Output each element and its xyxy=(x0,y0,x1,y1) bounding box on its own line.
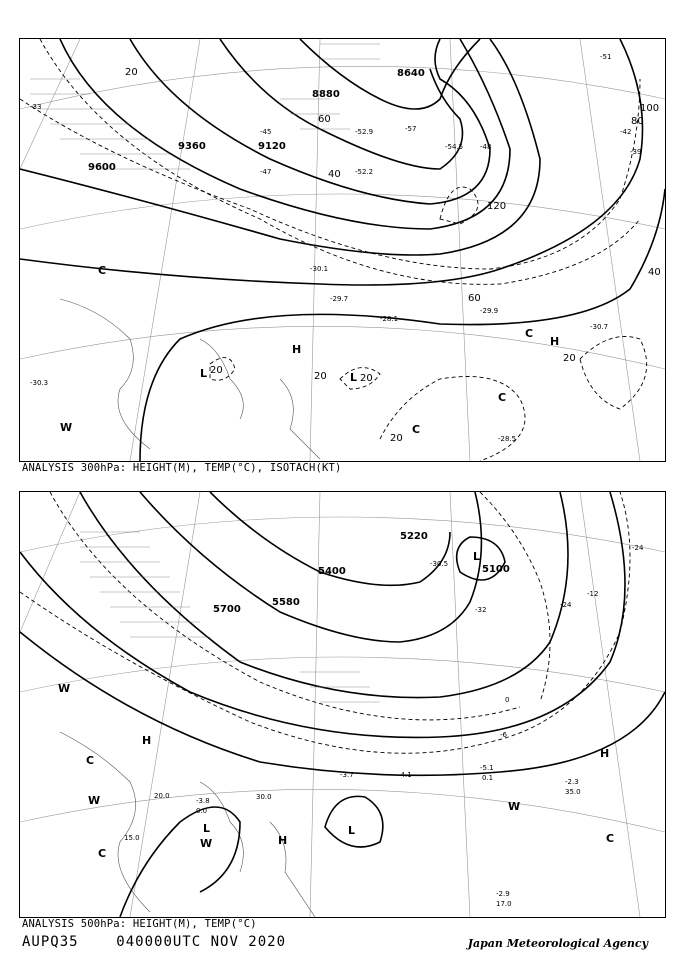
height-labels xyxy=(213,531,510,615)
isotach-label: 20 xyxy=(563,353,576,364)
temp-label: -12 xyxy=(587,590,599,598)
height-label-8640: 8640 xyxy=(397,68,425,79)
height-contours xyxy=(20,39,665,461)
temp-label: -28.1 xyxy=(380,315,399,323)
pressure-symbols xyxy=(58,550,614,860)
warm-symbol: W xyxy=(88,794,101,807)
high-symbol: H xyxy=(550,335,560,348)
temp-label: -54.5 xyxy=(445,143,464,151)
cold-symbol: C xyxy=(412,423,421,436)
cold-symbol: C xyxy=(98,847,107,860)
temp-label: -48 xyxy=(480,143,492,151)
isotach-label: 60 xyxy=(468,293,481,304)
temp-label: -4.1 xyxy=(398,771,412,779)
height-label-5400: 5400 xyxy=(318,566,346,577)
temp-label: -30.1 xyxy=(310,265,329,273)
isotach-label: 120 xyxy=(487,201,507,212)
warm-symbol: W xyxy=(200,837,213,850)
height-label-5700: 5700 xyxy=(213,604,241,615)
isotachs xyxy=(20,39,647,461)
temp-label: -5.1 xyxy=(480,764,494,772)
isotach-label: 20 xyxy=(360,373,373,384)
high-symbol: H xyxy=(142,734,152,747)
low-symbol: L xyxy=(473,550,481,563)
temp-label: 0 xyxy=(505,696,510,704)
temp-label: -24 xyxy=(632,544,644,552)
high-symbol: H xyxy=(600,747,610,760)
temp-labels xyxy=(124,544,644,908)
low-symbol: L xyxy=(350,371,358,384)
map-panel-500hpa xyxy=(19,491,666,918)
height-label-8880: 8880 xyxy=(312,89,340,100)
map-panel-300hpa xyxy=(19,38,666,462)
agency-credit: Japan Meteorological Agency xyxy=(467,937,648,950)
temp-label: -57 xyxy=(405,125,417,133)
temp-label: 0.1 xyxy=(482,774,494,782)
height-label-9360: 9360 xyxy=(178,141,206,152)
temp-label: -52.2 xyxy=(355,168,374,176)
pressure-symbols xyxy=(60,264,559,436)
height-label-5220: 5220 xyxy=(400,531,428,542)
warm-symbol: W xyxy=(508,800,521,813)
isotherms xyxy=(20,492,630,753)
temp-label: -42 xyxy=(620,128,632,136)
height-label-9120: 9120 xyxy=(258,141,286,152)
cold-symbol: C xyxy=(498,391,507,404)
coastlines xyxy=(60,299,320,459)
cold-symbol: C xyxy=(86,754,95,767)
temp-label: 17.0 xyxy=(496,900,512,908)
caption-300hpa: ANALYSIS 300hPa: HEIGHT(M), TEMP(°C), ISOTACH(KT) xyxy=(22,462,342,474)
chart-500hpa xyxy=(20,492,665,917)
temp-label: -33 xyxy=(30,103,42,111)
temp-label: -3.8 xyxy=(196,797,210,805)
isotach-label: 20 xyxy=(314,371,327,382)
isotach-label: 60 xyxy=(318,114,331,125)
temp-label: 20.0 xyxy=(154,792,170,800)
temp-label: -52.9 xyxy=(355,128,374,136)
temp-label: 30.0 xyxy=(256,793,272,801)
chart-datetime: 040000UTC NOV 2020 xyxy=(116,934,287,950)
temp-label: -3.7 xyxy=(340,771,354,779)
chart-code xyxy=(22,934,286,950)
temp-label: -32 xyxy=(475,606,487,614)
temp-label: -2.9 xyxy=(496,890,510,898)
temp-label: -29.9 xyxy=(480,307,499,315)
temp-label: -28.5 xyxy=(498,435,517,443)
isotach-labels xyxy=(125,67,661,444)
temp-label: -45 xyxy=(260,128,272,136)
temp-label: 0.0 xyxy=(196,807,208,815)
temp-label: -39 xyxy=(630,148,642,156)
temp-label: -30.7 xyxy=(590,323,609,331)
isotach-label: 100 xyxy=(640,103,660,114)
isotach-label: 80 xyxy=(631,116,644,127)
temp-label: -30.5 xyxy=(430,560,449,568)
temp-label: 15.0 xyxy=(124,834,140,842)
high-symbol: H xyxy=(292,343,302,356)
caption-500hpa: ANALYSIS 500hPa: HEIGHT(M), TEMP(°C) xyxy=(22,918,257,930)
chart-id: AUPQ35 xyxy=(22,934,79,950)
temp-label: -24 xyxy=(560,601,572,609)
low-symbol: L xyxy=(203,822,211,835)
chart-300hpa xyxy=(20,39,665,461)
cold-symbol: C xyxy=(98,264,107,277)
temp-label: -6 xyxy=(500,731,507,739)
cold-symbol: C xyxy=(525,327,534,340)
temp-label: -2.3 xyxy=(565,778,579,786)
cold-symbol: C xyxy=(606,832,615,845)
temp-label: -29.7 xyxy=(330,295,349,303)
isotach-label: 20 xyxy=(390,433,403,444)
isotach-label: 40 xyxy=(328,169,341,180)
high-symbol: H xyxy=(278,834,288,847)
temp-label: -47 xyxy=(260,168,272,176)
height-label-5100: 5100 xyxy=(482,564,510,575)
isotach-label: 20 xyxy=(125,67,138,78)
temp-label: 35.0 xyxy=(565,788,581,796)
temp-label: -30.3 xyxy=(30,379,49,387)
low-symbol: L xyxy=(200,367,208,380)
isotach-label: 20 xyxy=(210,365,223,376)
low-symbol: L xyxy=(348,824,356,837)
isotach-label: 40 xyxy=(648,267,661,278)
coastlines xyxy=(60,732,315,917)
temp-label: -51 xyxy=(600,53,612,61)
height-label-5580: 5580 xyxy=(272,597,300,608)
warm-symbol: W xyxy=(58,682,71,695)
height-label-9600: 9600 xyxy=(88,162,116,173)
warm-symbol: W xyxy=(60,421,73,434)
height-contours xyxy=(20,492,665,917)
